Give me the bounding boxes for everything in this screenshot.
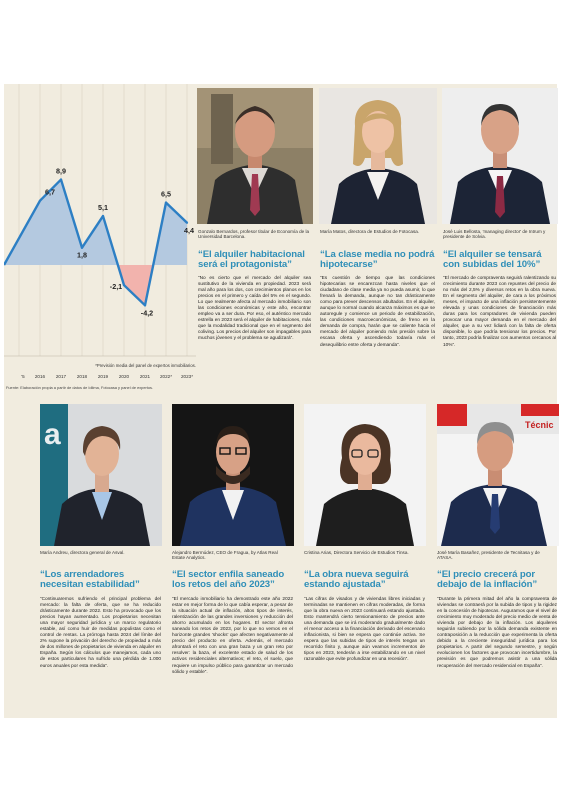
headline-alejandro-bermudez: “El sector enfila saneado los retos del año 2023” [172,569,285,591]
headline-maria-andreu: “Los arrendadores necesitan estabilidad” [40,569,140,591]
caption-gonzalo-bernardos: Gonzalo Bernardos, profesor titular de Economía de la Universidad Barcelona. [198,229,310,240]
data-point [186,222,188,224]
photo-maria-andreu [40,404,162,546]
headline-gonzalo-bernardos: “El alquiler habitacional será el protagonista” [198,249,305,271]
body-jose-maria-basanez: “Durante la primera mitad del año la compraventa de viviendas se contraerá por la subida de tipos y la rigidez en la concesión de hipotecas. Auguramos que el nivel de crecimiento muy moderado del precio medio de venta de vivienda por debajo de la inflación. Los alquileres seguirán subiendo por la sólida demanda existente en contraposición a la reducción que experimenta la oferta debido a la creciente inseguridad jurídica para los propietarios. A partir del segundo semestre, y según evolucionen los factores que provocan incertidumbre, la previsión es que podremos asistir a una sólida recuperación del mercado residencial en España”. [437,597,557,669]
caption-jose-luis-bellosta: José Luis Bellosta, 'managing director' de Intrum y presidente de Solvia. [443,229,546,240]
photo-maria-matos [319,88,437,224]
data-label: 5,1 [98,203,108,213]
headline-jose-luis-bellosta: “El alquiler se tensará con subidas del 10%” [443,249,542,271]
data-point [165,202,167,204]
data-label: 6,7 [45,187,55,197]
headline-maria-matos: “La clase media no podrá hipotecarse” [320,249,435,271]
x-tick-label: 2016 [34,374,46,379]
caption-alejandro-bermudez: Alejandro Bermúdez, CEO de Fragua, by Atlas Real Estate Analytics. [172,550,278,561]
photo-gonzalo-bernardos [197,88,313,224]
x-tick-label: 2020 [118,374,130,379]
data-label: 8,9 [56,166,66,176]
body-cristina-arias: “Las cifras de visados y de viviendas libres iniciadas y terminadas se mantienen en cifras moderadas, de forma que la obra nueva en 2023 continuará estando ajustada. Esto mantendrá cierto tensionamiento de precios ante una demanda que se irá moderando gradualmente dado el menor acceso a la financiación derivado del escenario inflacionista, si bien se espera que continúe activa. Se espera que las subidas de tipos de interés tengan un recorrido finito y, aunque aún veamos incrementos de tipos en 2023, tenderán a irse estabilizando en un nivel razonable que evite profundizar en una recesión”. [304,597,425,663]
photo-alejandro-bermudez [172,404,294,546]
tecnitasa-sign-text: Técnic [525,420,554,430]
positive-area [4,180,187,306]
chart-source: Fuente: Elaboración propia a partir de datos de Idilma, Fotocasa y panel de expertos. [6,385,154,390]
caption-maria-matos: María Matos, directora de Estudios de Fotocasa. [320,229,420,234]
data-point [39,200,41,202]
asval-logo-text: a [44,418,61,451]
caption-jose-maria-basanez: José María Basañez, presidente de Tecnitasa y de ATASA. [437,550,540,561]
data-point [102,215,104,217]
photo-cristina-arias [304,404,426,546]
x-tick-label: 2018 [76,374,88,379]
data-label: -4,2 [140,308,154,318]
price-evolution-chart [4,84,196,386]
chart-note: *Previsión media del panel de expertos inmobiliarios. [95,363,196,368]
headline-cristina-arias: “La obra nueva seguirá estando ajustada” [304,569,409,591]
headline-jose-maria-basanez: “El precio crecerá por debajo de la inflación” [437,569,538,591]
body-gonzalo-bernardos: “No es cierto que el mercado del alquiler sea sustitutivo de la vivienda en propiedad. 2023 será mal año para los dos, con crecimientos planos en los precios en el primero y caída del 5% en el segundo. Lo que realmente afecta al mercado inmobiliario son las condiciones económicas y este año, encontrar empleo va a ser dura. Por eso, el auténtico mercado estrella en 2023 será el alquiler de habitaciones, más que la modalidad tradicional que en el segmento del coliving. Los precios del alquiler son impagables para muchos jóvenes y el problema se agudizará”. [198,276,311,342]
x-tick-label: 2017 [55,374,67,379]
data-point [81,247,83,249]
body-alejandro-bermudez: “El mercado inmobiliario ha demostrado este año 2022 estar en mejor forma de lo que cabía esperar, a pesar de la situación actual de inflación, altos tipos de interés, ralentización de las grandes inversiones y reducción del ahorro acumulado en los hogares. El sector afronta saneado los retos de 2023, por lo que no vemos en el horizonte grandes 'shocks' que afecten negativamente al precio del producto en oferta. Además, el mercado afrontará el reto con una gran baza y un gran reto por resolver: la baza, el excelente estado de salud de los activos residenciales alternativos; el reto, el suelo, que requiere un impulso público para garantizar un mercado sólido y estable”. [172,597,293,675]
body-jose-luis-bellosta: “El mercado de compraventa seguirá ralentizando su crecimiento durante 2023 con repuntes del precio de no más del 2,5% y diversos retos en la obra nueva. En el segmento del alquiler, de cara a los próximos meses, el impacto de una inflación persistentemente elevada y unas condiciones de financiación más duras para los compradores de vivienda pueden provocar una mayor demanda en el mercado del alquiler, que a su vez lidiará con la falta de oferta disponible, lo que podría tensionar los precios. Por tanto, 2023 podría finalizar con aumentos cercanos al 10%”. [443,276,557,348]
caption-cristina-arias: Cristina Arias, Directora Servicio de Estudios Tinsa. [304,550,409,555]
body-maria-matos: “Es cuestión de tiempo que las condiciones hipotecarias se encarezcan hasta niveles que el ciudadano de clase media ya no pueda asumir, lo que frenará la demanda, aunque no tan drásticamente como para prever descensos abultados. En el alquiler, aunque lo normal cuando alcanza máximos es que se autoregule y comience un periodo de estabilización, las condiciones macroeconómicas, de freno en la demanda de compra, harán que se caliente hacia el mercado del alquiler poniendo más presión sobre la escasa oferta y ascendiendo todavía más el desequilibrio entre oferta y demanda”. [320,276,435,348]
data-label: 1,8 [77,250,87,260]
x-tick-label: 2019 [97,374,109,379]
data-label: -2,1 [109,282,123,292]
photo-jose-maria-basanez [437,404,559,546]
x-tick-label: 2022* [159,374,173,379]
x-tick-label: 2023* [180,374,194,379]
data-label: 6,5 [161,189,171,199]
data-label: 4,4 [184,225,194,235]
x-tick-label: '5 [21,374,25,379]
photo-jose-luis-bellosta [442,88,558,224]
x-tick-label: 2021 [139,374,151,379]
data-point [123,284,125,286]
data-point [144,304,146,306]
body-maria-andreu: “Continuaremos sufriendo el principal problema del mercado: la falta de oferta, que se ha reducido drásticamente durante 2022. Esto ha provocado que los precios hayan aumentado. Los propietarios necesitan una mayor seguridad jurídica y un marco regulatorio estable, así como huir de medidas populistas como el control de rentas. La prórroga hasta 2024 del límite del 2% supone la privación del derecho de propiedad a más de dos millones de propietarios de vivienda en alquiler en España. Según los cálculos que manejamos, cada uno de estos particulares ha sufrido una pérdida de 1.000 euros anuales por esta medida”. [40,597,161,669]
caption-maria-andreu: María Andreu, directora general de Asval. [40,550,125,555]
data-point [60,178,62,180]
